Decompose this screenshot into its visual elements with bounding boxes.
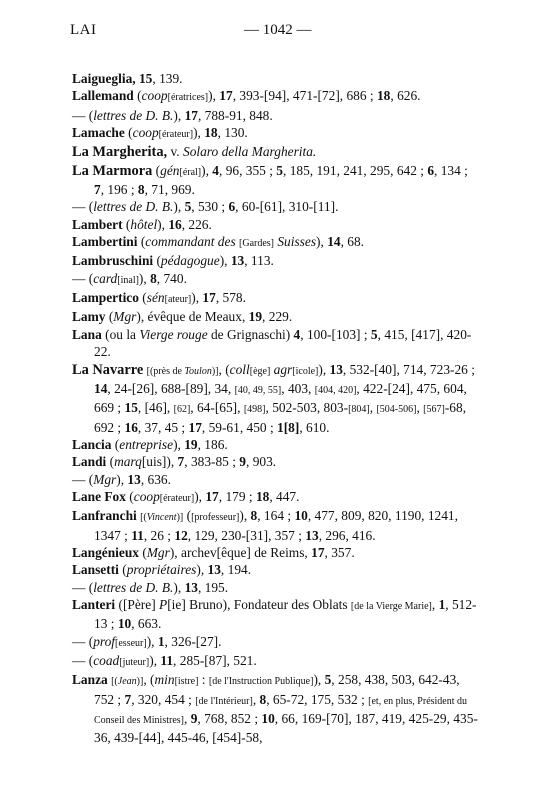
entry-headword: Lana xyxy=(72,326,102,342)
entry-text: , 60-[61], 310-[11]. xyxy=(235,199,339,215)
entry-text: v. xyxy=(167,144,183,160)
entry-text: [404, 420] xyxy=(314,384,357,396)
entry-text: , xyxy=(369,400,377,416)
entry-text: de Grignaschi) xyxy=(207,326,294,342)
entry-headword: Lampertico xyxy=(72,290,139,306)
entry-text: , 740. xyxy=(156,270,187,286)
entry-text: 1 xyxy=(438,596,446,612)
entry-text: ), archev[êque] de Reims, xyxy=(169,544,312,560)
entry-text: , 477, 809, 820, 1190, 1241, 1347 ; xyxy=(94,508,458,543)
entry-text: , 195. xyxy=(197,579,229,595)
running-head: LAI xyxy=(70,22,97,38)
entry-text: 5 xyxy=(324,672,332,688)
entry-text: [567] xyxy=(423,404,445,416)
entry-text: [ératrices] xyxy=(167,92,209,104)
entry-text: [de l'Intérieur] xyxy=(195,695,253,707)
entry-text: 4 xyxy=(293,326,301,342)
entry-text: 11 xyxy=(160,653,174,668)
entry-text: 9 xyxy=(239,454,246,470)
entry-text: 1[8] xyxy=(277,419,300,435)
entry-text: ( xyxy=(138,290,147,306)
entry-text: 5 xyxy=(276,162,283,178)
entry-text: [icole] xyxy=(292,365,319,377)
entry-text: P xyxy=(159,596,168,612)
entry-text: ( xyxy=(183,508,192,524)
entry-headword: Langénieux xyxy=(72,544,139,560)
entry-text: ( xyxy=(133,88,142,104)
index-subentry xyxy=(72,107,480,124)
entry-text: [ateur] xyxy=(164,294,192,306)
entry-text: propriétaires xyxy=(126,562,197,578)
entry-text: 19 xyxy=(248,309,263,325)
entry-text: , 37, 45 ; xyxy=(137,419,189,435)
entry-text: ( xyxy=(125,488,134,504)
entry-text: ( xyxy=(105,309,114,325)
entry-text: [érateur] xyxy=(158,129,194,141)
entry-text: 4 xyxy=(212,162,219,178)
entry-text: , 326-[27]. xyxy=(164,633,222,649)
entry-text: (ou la xyxy=(101,326,140,342)
entry-text: 1 xyxy=(157,633,165,649)
entry-headword: Lane Fox xyxy=(72,488,126,504)
entry-text: , 357. xyxy=(324,544,355,560)
entry-text: , 502-503, 803- xyxy=(265,400,349,416)
index-entry xyxy=(72,289,480,308)
entry-text: [ège] xyxy=(249,365,271,377)
entry-text: lettres de D. B. xyxy=(93,579,174,595)
entry-headword: Lancia xyxy=(72,436,112,452)
entry-text: , 96, 355 ; xyxy=(219,162,277,178)
entry-headword: Lambertini xyxy=(72,234,138,250)
entry-text: 11 xyxy=(131,527,144,543)
entry-text: ( xyxy=(152,162,161,178)
entry-text: — ( xyxy=(72,579,94,595)
entry-text: , 229. xyxy=(262,309,293,325)
entry-text: Vincent xyxy=(146,512,177,524)
entry-text: [504-506] xyxy=(376,404,417,416)
entry-text: , 903. xyxy=(246,454,277,470)
entry-text: , ( xyxy=(143,672,155,688)
entry-text: ( xyxy=(153,253,161,269)
entry-text: ), xyxy=(149,653,161,668)
entry-text: [ie] Bruno), Fondateur des Oblats xyxy=(167,596,351,612)
entry-text: 13 xyxy=(184,579,198,595)
entry-text: ), xyxy=(194,488,206,504)
entry-text: 18 xyxy=(255,488,270,504)
index-entry xyxy=(72,671,480,746)
entry-text: , 134 ; xyxy=(434,162,468,178)
entry-text: , 530 ; xyxy=(191,199,229,215)
entry-text: ( xyxy=(118,562,127,578)
entry-text: coop xyxy=(133,488,160,504)
entry-text: [( xyxy=(140,512,147,524)
index-entry xyxy=(72,596,480,633)
entry-text: 16 xyxy=(124,419,138,435)
entry-text: [( xyxy=(111,676,118,688)
entry-text: coll xyxy=(229,361,250,377)
index-entry xyxy=(72,233,480,252)
entry-text: , 383-85 ; xyxy=(184,454,240,470)
entry-text: — ( xyxy=(72,107,94,123)
index-entry xyxy=(72,436,480,453)
entry-text: 10 xyxy=(261,711,275,727)
entry-text: ), xyxy=(201,162,213,178)
entry-text: 7 xyxy=(94,182,101,198)
entry-text: ), xyxy=(208,88,220,104)
entry-headword: Lallemand xyxy=(72,88,134,104)
entry-text: [juteur] xyxy=(119,657,150,668)
index-entry xyxy=(72,252,480,269)
entry-text: Suisses xyxy=(274,234,317,250)
entry-text: gén xyxy=(160,162,180,178)
entry-text: , xyxy=(416,400,424,416)
entry-text: : xyxy=(198,672,209,688)
entry-text: 13 xyxy=(329,361,343,377)
entry-text: , 68. xyxy=(340,234,365,250)
index-entry xyxy=(72,308,480,325)
entry-text: , ( xyxy=(218,361,230,377)
entry-text: , 139. xyxy=(152,71,183,86)
entry-text: ( xyxy=(122,216,131,232)
entry-text: , 66, 169-[70], 187, 419, 425-29, 435-36, 439-[44], 445-46, [454]-58, xyxy=(94,711,478,746)
entry-text: commandant des xyxy=(145,234,240,250)
index-entries xyxy=(72,70,480,747)
entry-text: , 610. xyxy=(299,419,330,435)
entry-text: ), xyxy=(191,290,203,306)
entry-text: , 100-[103] ; xyxy=(300,326,371,342)
entry-text: ( xyxy=(138,544,147,560)
entry-text: [istre] xyxy=(174,676,199,688)
entry-headword: Laigueglia, xyxy=(72,71,136,86)
entry-text: , 130. xyxy=(217,125,248,141)
entry-text: 17 xyxy=(311,544,325,560)
entry-text: , 65-72, 175, 532 ; xyxy=(266,691,369,707)
entry-text: Toulon xyxy=(184,365,212,377)
entry-text: , 626. xyxy=(390,88,421,104)
index-entry xyxy=(72,561,480,578)
entry-text: 15 xyxy=(138,71,153,86)
page-header xyxy=(70,22,470,42)
entry-text: )] xyxy=(211,365,219,377)
entry-text: coad xyxy=(93,653,120,668)
entry-text: 17 xyxy=(188,419,202,435)
entry-text: , 129, 230-[31], 357 ; xyxy=(187,527,306,543)
entry-text: 18 xyxy=(376,88,391,104)
entry-text: , 403, xyxy=(281,380,315,396)
entry-headword: Lanfranchi xyxy=(72,508,137,524)
index-entry xyxy=(72,488,480,507)
entry-text: 17 xyxy=(219,88,233,104)
entry-text: ( xyxy=(124,125,133,141)
entry-text: -68, 692 ; xyxy=(94,400,467,435)
index-subentry xyxy=(72,579,480,596)
index-subentry xyxy=(72,471,480,488)
entry-text: ), xyxy=(146,633,158,649)
entry-text: 7 xyxy=(124,691,132,707)
entry-text: prof xyxy=(93,633,116,649)
entry-text: entreprise xyxy=(119,436,174,452)
entry-text: card xyxy=(93,270,118,286)
entry-text: [érateur] xyxy=(159,492,195,504)
entry-text: [Gardes] xyxy=(239,238,274,250)
entry-text: [62] xyxy=(173,404,191,416)
entry-headword: Lambert xyxy=(72,216,123,232)
entry-text: 13 xyxy=(207,562,221,578)
entry-headword: Lanteri xyxy=(72,596,116,612)
entry-text: , 422-[24], 475, 604, 669 ; xyxy=(94,380,467,416)
entry-text: ([Père] xyxy=(115,596,160,612)
entry-text: 8 xyxy=(150,270,157,286)
index-subentry xyxy=(72,270,480,289)
entry-headword: Landi xyxy=(72,454,107,470)
entry-text: , 393-[94], 471-[72], 686 ; xyxy=(232,88,377,104)
entry-text: , 113. xyxy=(244,253,274,269)
entry-headword: Lambruschini xyxy=(72,253,154,269)
index-entry xyxy=(72,143,480,161)
entry-text: , 788-91, 848. xyxy=(197,107,273,123)
entry-text: ), xyxy=(239,508,251,524)
entry-headword: Lamy xyxy=(72,309,106,325)
entry-text: ( xyxy=(137,234,146,250)
entry-headword: La Navarre xyxy=(72,361,144,378)
entry-text: 6 xyxy=(427,162,435,178)
entry-text: )] xyxy=(176,512,184,524)
entry-text: )] xyxy=(136,676,144,688)
entry-text: ), xyxy=(138,270,151,286)
entry-text: marq xyxy=(114,454,142,470)
entry-text: , 196 ; xyxy=(100,182,138,198)
entry-text: 17 xyxy=(202,290,216,306)
entry-text: , 258, 438, 503, 642-43, 752 ; xyxy=(94,672,460,707)
index-entry xyxy=(72,326,480,361)
entry-text: 8 xyxy=(137,182,145,198)
entry-text: , 663. xyxy=(131,616,162,632)
entry-headword: La Margherita, xyxy=(72,144,168,161)
entry-text: Mgr xyxy=(146,544,170,560)
entry-text: , 447. xyxy=(269,488,300,504)
index-subentry xyxy=(72,198,480,215)
entry-text: , 185, 191, 241, 295, 642 ; xyxy=(283,162,428,178)
entry-text: 14 xyxy=(94,380,108,396)
entry-text: ), xyxy=(173,579,185,595)
entry-text: ), xyxy=(173,107,185,123)
index-entry xyxy=(72,70,480,87)
entry-text: [et, en plus, Président du Conseil des Ministres] xyxy=(94,695,468,727)
entry-text: ), évêque de Meaux, xyxy=(136,309,249,325)
entry-text: 14 xyxy=(327,234,341,250)
entry-text: , 164 ; xyxy=(257,508,295,524)
entry-text: coop xyxy=(141,88,168,104)
entry-text: , 194. xyxy=(220,562,252,578)
entry-text: — ( xyxy=(72,270,94,286)
entry-text: , 320, 454 ; xyxy=(131,691,196,707)
entry-text: , xyxy=(184,711,191,727)
entry-text: , 226. xyxy=(181,216,212,232)
entry-text: [esseur] xyxy=(115,637,147,649)
entry-text: 5 xyxy=(184,199,192,215)
entry-text: 8 xyxy=(259,691,267,707)
entry-text: 10 xyxy=(117,616,132,632)
entry-text: Jean xyxy=(117,676,137,688)
entry-text: 8 xyxy=(250,508,258,524)
entry-text: [inal] xyxy=(117,274,139,286)
entry-text: [professeur] xyxy=(191,512,240,524)
index-entry xyxy=(72,162,480,199)
entry-text: , 512-13 ; xyxy=(94,596,477,632)
entry-text: , 296, 416. xyxy=(318,527,376,543)
entry-text: ( xyxy=(106,454,115,470)
entry-text: , 636. xyxy=(140,471,171,487)
entry-text: Solaro della Margherita. xyxy=(183,144,317,160)
entry-text: 6 xyxy=(228,199,236,215)
entry-headword: Lansetti xyxy=(72,562,119,578)
entry-headword: La Marmora xyxy=(72,162,153,179)
entry-text: ), xyxy=(219,253,231,269)
page-number: — 1042 — xyxy=(244,22,312,38)
index-subentry xyxy=(72,652,480,671)
entry-text: [804] xyxy=(348,404,370,416)
entry-text: 7 xyxy=(177,454,185,470)
entry-text: , 415, [417], 420-22. xyxy=(94,326,472,360)
entry-text: , 578. xyxy=(215,290,246,306)
entry-text: 13 xyxy=(127,471,141,487)
entry-text: , 26 ; xyxy=(143,527,175,543)
entry-text: , xyxy=(431,596,439,612)
entry-text: ), xyxy=(313,672,325,688)
entry-text: 9 xyxy=(190,711,198,727)
index-entry xyxy=(72,87,480,106)
entry-headword: Lamache xyxy=(72,125,125,141)
entry-text: pédagogue xyxy=(160,253,220,269)
entry-text: — ( xyxy=(72,633,94,649)
entry-text: , 179 ; xyxy=(218,488,256,504)
entry-text: ), xyxy=(316,234,328,250)
entry-text: agr xyxy=(273,361,293,377)
entry-text: [de l'Instruction Publique] xyxy=(208,676,314,688)
entry-text: ), xyxy=(173,436,185,452)
entry-text: 17 xyxy=(184,107,198,123)
entry-text: ), xyxy=(193,125,205,141)
entry-text: , 71, 969. xyxy=(144,182,195,198)
entry-text: [uis]), xyxy=(141,454,178,470)
entry-text: , xyxy=(252,691,260,707)
entry-text: , 768, 852 ; xyxy=(197,711,262,727)
entry-text: , 64-[65], xyxy=(190,400,244,416)
entry-text: hôtel xyxy=(130,216,158,232)
entry-text: — ( xyxy=(72,199,94,215)
entry-text: Mgr xyxy=(93,471,117,487)
entry-text: , 24-[26], 688-[89], 34, xyxy=(107,380,235,396)
entry-text: ), xyxy=(173,199,185,215)
entry-text: sén xyxy=(146,290,165,306)
entry-text: 15 xyxy=(124,400,138,416)
entry-text: coop xyxy=(132,125,159,141)
entry-text: Mgr xyxy=(113,309,137,325)
entry-text: , 285-[87], 521. xyxy=(173,653,257,668)
entry-text: , 186. xyxy=(197,436,228,452)
entry-text: , 59-61, 450 ; xyxy=(201,419,278,435)
entry-text: lettres de D. B. xyxy=(93,199,174,215)
index-entry xyxy=(72,507,480,544)
entry-text: 5 xyxy=(370,326,378,342)
entry-text: 17 xyxy=(205,488,219,504)
entry-text: 13 xyxy=(230,253,245,269)
entry-text: 13 xyxy=(305,527,319,543)
index-entry xyxy=(72,453,480,470)
entry-text: 10 xyxy=(294,508,308,524)
index-entry xyxy=(72,361,480,436)
index-subentry xyxy=(72,633,480,652)
entry-text: [(près de xyxy=(146,365,185,377)
entry-text: ), xyxy=(318,361,330,377)
index-entry xyxy=(72,124,480,143)
entry-text: min xyxy=(154,672,175,688)
entry-text: [de la Vierge Marie] xyxy=(350,600,432,612)
entry-text: 16 xyxy=(168,216,182,232)
index-entry xyxy=(72,216,480,233)
index-entry xyxy=(72,544,480,561)
entry-text: ), xyxy=(116,471,128,487)
entry-text: [498] xyxy=(243,404,266,416)
entry-text: , 532-[40], 714, 723-26 ; xyxy=(342,361,475,377)
entry-text: 12 xyxy=(174,527,188,543)
entry-text: — ( xyxy=(72,653,94,668)
entry-text: ), xyxy=(196,562,208,578)
entry-text: 19 xyxy=(184,436,198,452)
entry-text: — ( xyxy=(72,471,94,487)
entry-text: ( xyxy=(111,436,120,452)
entry-text: 18 xyxy=(204,125,218,141)
entry-text: lettres de D. B. xyxy=(93,107,174,123)
entry-text: [40, 49, 55] xyxy=(234,384,282,396)
entry-text: Vierge rouge xyxy=(139,326,208,342)
entry-headword: Lanza xyxy=(72,672,108,688)
entry-text: [éral] xyxy=(179,166,202,178)
entry-text: ), xyxy=(157,216,169,232)
entry-text: , [46], xyxy=(137,400,174,416)
